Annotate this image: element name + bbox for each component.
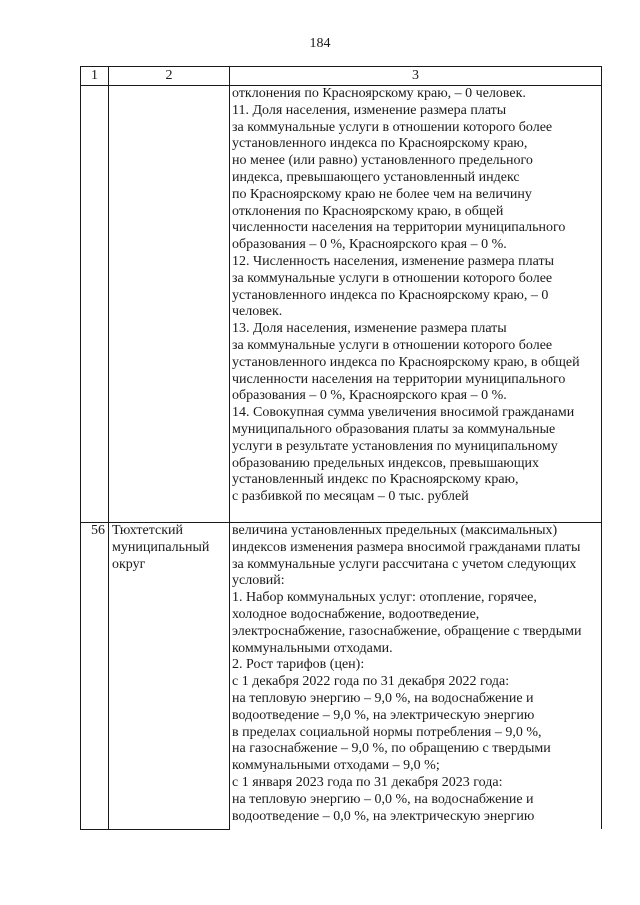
text-line: муниципального образования платы за коммунальные — [232, 421, 556, 437]
name-line: Тюхтетский — [112, 523, 184, 538]
text-line: образования – 0 %, Красноярского края – 0 %. — [232, 237, 507, 253]
text-line: за коммунальные услуги в отношении которого более — [232, 270, 553, 286]
conditions-text — [230, 523, 602, 830]
conditions-text — [230, 86, 602, 523]
text-line: индекса, превышающего установленный индекс — [232, 169, 520, 185]
table-header-row — [81, 67, 602, 86]
text-line: услуги в результате установления по муниципальному — [232, 438, 558, 454]
text-line: человек. — [232, 304, 283, 320]
text-line: установленного индекса по Красноярскому краю, — [232, 136, 528, 152]
text-line: коммунальными отходами – 9,0 %; — [232, 758, 440, 774]
text-line: с 1 января 2023 года по 31 декабря 2023 года: — [232, 774, 503, 790]
text-line: численности населения на территории муниципального — [232, 371, 566, 387]
text-line: условий: — [232, 573, 285, 589]
text-line: на газоснабжение – 9,0 %, по обращению с твердыми — [232, 741, 551, 757]
text-line: но менее (или равно) установленного предельного — [232, 153, 533, 169]
text-line: 11. Доля населения, изменение размера платы — [232, 102, 507, 118]
page-number: 184 — [309, 36, 331, 51]
text-line: индексов изменения размера вносимой гражданами платы — [232, 539, 581, 555]
name-line: муниципальный — [112, 539, 210, 555]
text-line: на тепловую энергию – 9,0 %, на водоснабжение и — [232, 690, 534, 706]
table-row-continued — [81, 86, 602, 523]
text-line: холодное водоснабжение, водоотведение, — [232, 606, 480, 622]
text-line: образованию предельных индексов, превышающих — [232, 455, 540, 471]
text-line: с разбивкой по месяцам – 0 тыс. рублей — [232, 489, 469, 505]
text-line: электроснабжение, газоснабжение, обращение с твердыми — [232, 623, 582, 639]
text-line: отклонения по Красноярскому краю, – 0 человек. — [232, 86, 526, 101]
table-row-56 — [81, 523, 602, 830]
text-line: в пределах социальной нормы потребления – 9,0 %, — [232, 724, 542, 740]
text-line: отклонения по Красноярскому краю, в общей — [232, 203, 504, 219]
text-line: численности населения на территории муниципального — [232, 220, 566, 236]
column-header-3: 3 — [230, 67, 602, 86]
row-number — [81, 86, 109, 523]
document-table — [80, 66, 602, 830]
text-line: установленного индекса по Красноярскому краю, в общей — [232, 354, 580, 370]
column-header-1: 1 — [81, 67, 109, 86]
text-line: 2. Рост тарифов (цен): — [232, 657, 365, 673]
text-line: на тепловую энергию – 0,0 %, на водоснабжение и — [232, 791, 534, 807]
municipality-name — [109, 86, 230, 523]
text-line: за коммунальные услуги в отношении которого более — [232, 337, 553, 353]
text-line: величина установленных предельных (максимальных) — [232, 523, 558, 538]
text-line: водоотведение – 0,0 %, на электрическую энергию — [232, 808, 535, 824]
text-line: 14. Совокупная сумма увеличения вносимой гражданами — [232, 405, 575, 421]
text-line: образования – 0 %, Красноярского края – 0 %. — [232, 388, 507, 404]
text-line: 12. Численность населения, изменение размера платы — [232, 253, 554, 269]
text-line: 13. Доля населения, изменение размера платы — [232, 321, 507, 337]
text-line: водоотведение – 9,0 %, на электрическую энергию — [232, 707, 535, 723]
name-line: округ — [112, 556, 146, 572]
text-line: за коммунальные услуги рассчитана с учетом следующих — [232, 556, 577, 572]
column-header-2: 2 — [109, 67, 230, 86]
text-line: установленного индекса по Красноярскому краю, – 0 — [232, 287, 549, 303]
text-line: установленный индекс по Красноярскому краю, — [232, 472, 519, 488]
text-line: коммунальными отходами. — [232, 640, 393, 656]
row-number: 56 — [81, 523, 109, 830]
text-line: с 1 декабря 2022 года по 31 декабря 2022 года: — [232, 674, 510, 690]
text-line: 1. Набор коммунальных услуг: отопление, горячее, — [232, 590, 537, 606]
text-line: по Красноярскому краю не более чем на величину — [232, 186, 532, 202]
text-line: за коммунальные услуги в отношении которого более — [232, 119, 553, 135]
municipality-name — [109, 523, 230, 830]
